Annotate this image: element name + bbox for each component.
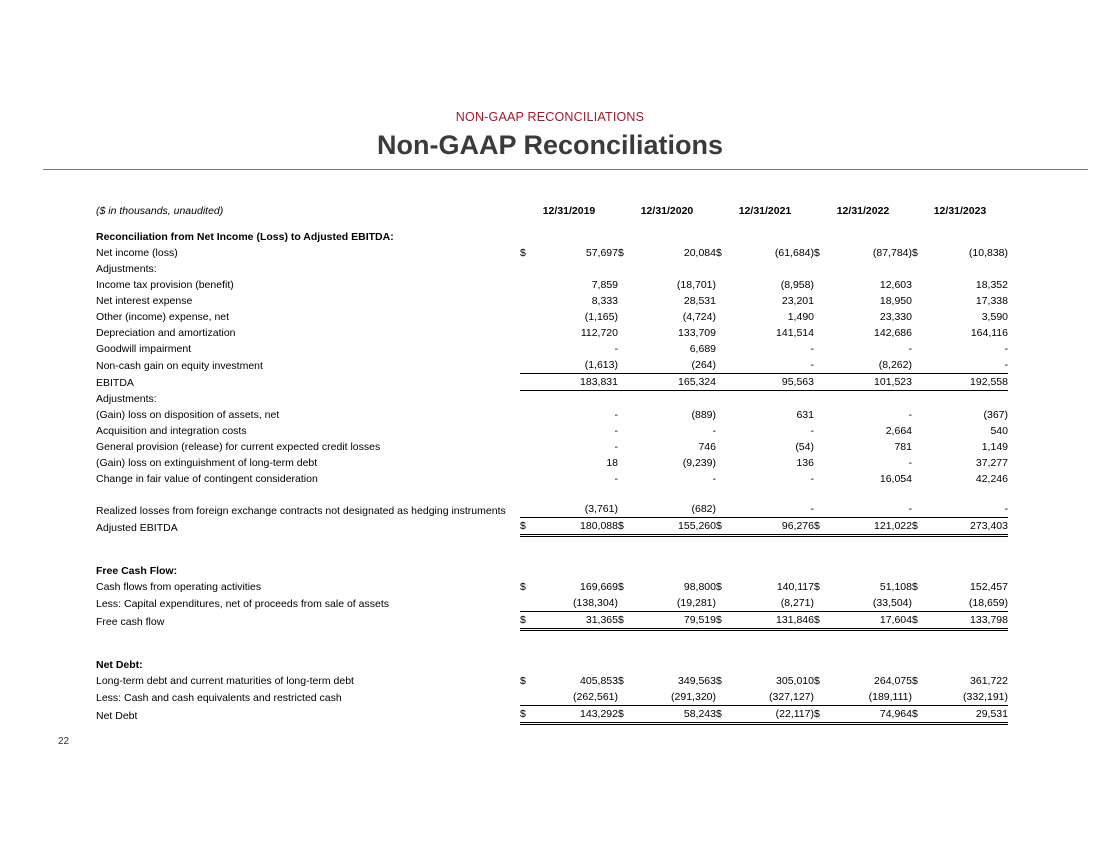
spacer-row xyxy=(96,630,1008,658)
table-row xyxy=(96,374,1008,391)
table-cell: 31,365 xyxy=(534,612,618,630)
table-cell: 74,964 xyxy=(828,706,912,724)
table-cell: (367) xyxy=(983,409,1008,421)
table-header-row xyxy=(96,199,1008,219)
section-heading: Reconciliation from Net Income (Loss) to Adjusted EBITDA: xyxy=(96,231,394,243)
row-label: (Gain) loss on extinguishment of long-term debt xyxy=(96,457,318,469)
table-row xyxy=(96,309,1008,325)
currency-symbol xyxy=(814,309,828,325)
table-cell: 164,116 xyxy=(970,327,1008,339)
currency-symbol xyxy=(814,423,828,439)
row-label: Goodwill impairment xyxy=(96,343,192,355)
currency-symbol xyxy=(520,595,534,612)
currency-symbol xyxy=(814,277,828,293)
table-row xyxy=(96,689,1008,706)
currency-symbol xyxy=(520,293,534,309)
currency-symbol xyxy=(716,374,730,391)
table-cell: 42,246 xyxy=(975,473,1008,485)
currency-symbol xyxy=(912,309,926,325)
currency-symbol xyxy=(912,423,926,439)
table-cell: 183,831 xyxy=(534,374,618,391)
table-row xyxy=(96,455,1008,471)
currency-symbol xyxy=(520,309,534,325)
currency-symbol: $ xyxy=(520,675,526,687)
currency-symbol xyxy=(814,407,828,423)
currency-symbol xyxy=(814,471,828,487)
currency-symbol: $ xyxy=(716,706,730,724)
currency-symbol: $ xyxy=(716,612,730,630)
table-cell: - xyxy=(908,343,912,355)
column-header: 12/31/2019 xyxy=(542,205,596,217)
table-cell: 20,084 xyxy=(683,247,716,259)
table-cell: - xyxy=(908,457,912,469)
currency-symbol: $ xyxy=(814,612,828,630)
currency-symbol xyxy=(912,325,926,341)
currency-symbol xyxy=(716,277,730,293)
currency-symbol xyxy=(912,407,926,423)
currency-symbol xyxy=(814,455,828,471)
currency-symbol xyxy=(814,595,828,612)
table-row xyxy=(96,357,1008,374)
table-cell: - xyxy=(810,343,814,355)
currency-symbol xyxy=(520,374,534,391)
table-cell: 305,010 xyxy=(776,675,814,687)
section-heading-row xyxy=(96,657,1008,673)
table-cell: 133,709 xyxy=(678,327,716,339)
table-cell: 112,720 xyxy=(580,327,618,339)
currency-symbol xyxy=(716,325,730,341)
column-header: 12/31/2020 xyxy=(640,205,694,217)
table-cell: - xyxy=(614,343,618,355)
table-cell: (682) xyxy=(632,487,716,518)
currency-symbol xyxy=(716,439,730,455)
table-cell: 17,338 xyxy=(975,295,1008,307)
currency-symbol: $ xyxy=(520,247,526,259)
currency-symbol xyxy=(814,357,828,374)
row-label: Net income (loss) xyxy=(96,247,178,259)
table-cell: 631 xyxy=(796,409,814,421)
table-cell: - xyxy=(730,487,814,518)
table-cell: 16,054 xyxy=(879,473,912,485)
column-header: 12/31/2021 xyxy=(738,205,792,217)
row-label: Adjustments: xyxy=(96,393,157,405)
currency-symbol xyxy=(912,487,926,518)
table-cell: 540 xyxy=(990,425,1008,437)
currency-symbol xyxy=(814,689,828,706)
currency-symbol: $ xyxy=(716,675,722,687)
table-cell: (262,561) xyxy=(534,689,618,706)
currency-symbol: $ xyxy=(912,247,918,259)
currency-symbol xyxy=(814,487,828,518)
row-label: Free cash flow xyxy=(96,615,165,628)
row-label: Adjusted EBITDA xyxy=(96,521,178,534)
table-cell: - xyxy=(810,425,814,437)
table-cell: 1,490 xyxy=(787,311,814,323)
table-cell: - xyxy=(810,473,814,485)
currency-symbol: $ xyxy=(618,581,624,593)
table-cell: (19,281) xyxy=(632,595,716,612)
table-cell: - xyxy=(908,409,912,421)
currency-symbol xyxy=(618,341,632,357)
row-label: (Gain) loss on disposition of assets, net xyxy=(96,409,280,421)
table-cell: 405,853 xyxy=(580,675,618,687)
row-label: Acquisition and integration costs xyxy=(96,425,247,437)
row-label: Change in fair value of contingent consideration xyxy=(96,473,318,485)
table-cell: 131,846 xyxy=(730,612,814,630)
currency-symbol xyxy=(618,357,632,374)
spacer-row xyxy=(96,536,1008,564)
table-cell: 28,531 xyxy=(683,295,716,307)
table-row xyxy=(96,325,1008,341)
currency-symbol xyxy=(618,439,632,455)
table-row xyxy=(96,277,1008,293)
currency-symbol: $ xyxy=(716,518,730,536)
table-cell: 29,531 xyxy=(926,706,1008,724)
table-cell: (10,838) xyxy=(968,247,1008,259)
table-cell: 18,950 xyxy=(879,295,912,307)
currency-symbol xyxy=(912,439,926,455)
currency-symbol xyxy=(814,325,828,341)
currency-symbol: $ xyxy=(716,581,722,593)
currency-symbol xyxy=(716,595,730,612)
table-cell: 273,403 xyxy=(926,518,1008,536)
spacer-row xyxy=(96,219,1008,229)
currency-symbol: $ xyxy=(814,581,820,593)
table-cell: (327,127) xyxy=(730,689,814,706)
table-row xyxy=(96,293,1008,309)
table-cell: (264) xyxy=(632,357,716,374)
currency-symbol xyxy=(912,471,926,487)
table-row xyxy=(96,407,1008,423)
currency-symbol: $ xyxy=(618,612,632,630)
table-cell: 23,330 xyxy=(879,311,912,323)
table-cell: 121,022 xyxy=(828,518,912,536)
table-cell: 98,800 xyxy=(683,581,716,593)
table-cell: 155,260 xyxy=(632,518,716,536)
unit-note: ($ in thousands, unaudited) xyxy=(96,205,224,217)
currency-symbol xyxy=(716,471,730,487)
table-cell: 143,292 xyxy=(534,706,618,724)
currency-symbol: $ xyxy=(912,581,918,593)
row-label: Less: Capital expenditures, net of proceeds from sale of assets xyxy=(96,597,389,610)
currency-symbol xyxy=(520,423,534,439)
currency-symbol xyxy=(520,439,534,455)
currency-symbol: $ xyxy=(520,581,526,593)
row-label: Cash flows from operating activities xyxy=(96,581,262,593)
table-cell: 18 xyxy=(606,457,618,469)
table-row xyxy=(96,595,1008,612)
currency-symbol: $ xyxy=(520,612,534,630)
table-cell: 1,149 xyxy=(981,441,1008,453)
currency-symbol: $ xyxy=(716,247,722,259)
table-cell: 101,523 xyxy=(828,374,912,391)
total-row xyxy=(96,518,1008,536)
table-cell: - xyxy=(712,473,716,485)
table-cell: - xyxy=(712,425,716,437)
page-number: 22 xyxy=(58,736,70,747)
currency-symbol: $ xyxy=(814,675,820,687)
currency-symbol: $ xyxy=(520,518,534,536)
table-row xyxy=(96,673,1008,689)
currency-symbol: $ xyxy=(912,706,926,724)
page-title: Non-GAAP Reconciliations xyxy=(376,130,724,160)
currency-symbol xyxy=(912,689,926,706)
table-cell: 51,108 xyxy=(879,581,912,593)
currency-symbol: $ xyxy=(520,706,534,724)
currency-symbol xyxy=(716,293,730,309)
table-cell: (87,784) xyxy=(872,247,912,259)
table-row xyxy=(96,341,1008,357)
section-kicker: NON-GAAP RECONCILIATIONS xyxy=(455,110,645,124)
table-cell: 23,201 xyxy=(781,295,814,307)
table-cell: (18,701) xyxy=(676,279,716,291)
currency-symbol: $ xyxy=(618,675,624,687)
table-cell: 136 xyxy=(796,457,814,469)
section-heading: Net Debt: xyxy=(96,659,143,671)
currency-symbol xyxy=(618,407,632,423)
currency-symbol xyxy=(520,407,534,423)
table-cell: (291,320) xyxy=(632,689,716,706)
currency-symbol xyxy=(716,407,730,423)
currency-symbol xyxy=(814,439,828,455)
row-label: Other (income) expense, net xyxy=(96,311,230,323)
row-label: Depreciation and amortization xyxy=(96,327,236,339)
table-cell: (18,659) xyxy=(926,595,1008,612)
currency-symbol xyxy=(716,309,730,325)
currency-symbol: $ xyxy=(618,247,624,259)
table-cell: (1,165) xyxy=(584,311,618,323)
table-cell: - xyxy=(1004,343,1008,355)
currency-symbol xyxy=(618,423,632,439)
table-cell: 361,722 xyxy=(970,675,1008,687)
row-label: Non-cash gain on equity investment xyxy=(96,359,263,372)
currency-symbol xyxy=(912,595,926,612)
table-cell: (8,271) xyxy=(730,595,814,612)
currency-symbol xyxy=(618,595,632,612)
table-cell: 95,563 xyxy=(730,374,814,391)
table-cell: 165,324 xyxy=(632,374,716,391)
table-cell: 6,689 xyxy=(689,343,716,355)
table-cell: 79,519 xyxy=(632,612,716,630)
currency-symbol xyxy=(912,357,926,374)
table-cell: 140,117 xyxy=(776,581,814,593)
currency-symbol xyxy=(716,689,730,706)
table-cell: 142,686 xyxy=(874,327,912,339)
table-cell: (189,111) xyxy=(828,689,912,706)
column-header: 12/31/2022 xyxy=(836,205,890,217)
currency-symbol xyxy=(618,471,632,487)
currency-symbol: $ xyxy=(912,518,926,536)
table-cell: 781 xyxy=(894,441,912,453)
reconciliation-table xyxy=(96,199,1008,725)
table-row xyxy=(96,423,1008,439)
currency-symbol xyxy=(520,487,534,518)
row-label: Realized losses from foreign exchange contracts not designated as hedging instruments xyxy=(96,504,506,517)
currency-symbol xyxy=(618,293,632,309)
table-cell: - xyxy=(730,357,814,374)
table-cell: (332,191) xyxy=(926,689,1008,706)
row-label: Long-term debt and current maturities of long-term debt xyxy=(96,675,354,687)
table-row xyxy=(96,579,1008,595)
table-cell: - xyxy=(828,487,912,518)
table-cell: 17,604 xyxy=(828,612,912,630)
currency-symbol xyxy=(912,341,926,357)
currency-symbol xyxy=(716,423,730,439)
currency-symbol xyxy=(912,455,926,471)
table-cell: (889) xyxy=(691,409,716,421)
table-cell: 37,277 xyxy=(975,457,1008,469)
table-cell: (8,262) xyxy=(828,357,912,374)
row-label: Net interest expense xyxy=(96,295,193,307)
table-cell: - xyxy=(926,357,1008,374)
table-cell: 96,276 xyxy=(730,518,814,536)
section-heading-row xyxy=(96,229,1008,245)
currency-symbol xyxy=(716,341,730,357)
table-cell: 8,333 xyxy=(591,295,618,307)
table-cell: - xyxy=(614,473,618,485)
currency-symbol xyxy=(814,293,828,309)
currency-symbol xyxy=(618,277,632,293)
section-heading-row xyxy=(96,563,1008,579)
total-row xyxy=(96,612,1008,630)
currency-symbol xyxy=(618,455,632,471)
table-cell: 57,697 xyxy=(585,247,618,259)
table-cell: 152,457 xyxy=(970,581,1008,593)
currency-symbol xyxy=(520,277,534,293)
currency-symbol: $ xyxy=(814,518,828,536)
table-cell: (4,724) xyxy=(682,311,716,323)
currency-symbol xyxy=(912,374,926,391)
currency-symbol xyxy=(814,341,828,357)
currency-symbol xyxy=(618,487,632,518)
table-cell: 349,563 xyxy=(678,675,716,687)
table-row xyxy=(96,471,1008,487)
currency-symbol xyxy=(520,341,534,357)
currency-symbol: $ xyxy=(912,675,918,687)
total-row xyxy=(96,706,1008,724)
currency-symbol xyxy=(618,325,632,341)
table-cell: 133,798 xyxy=(926,612,1008,630)
column-header: 12/31/2023 xyxy=(933,205,987,217)
table-row xyxy=(96,245,1008,261)
table-cell: (1,613) xyxy=(534,357,618,374)
table-cell: 141,514 xyxy=(776,327,814,339)
currency-symbol xyxy=(520,325,534,341)
row-label: EBITDA xyxy=(96,376,134,389)
section-heading: Free Cash Flow: xyxy=(96,565,178,577)
currency-symbol xyxy=(618,309,632,325)
table-body xyxy=(96,199,1008,724)
table-cell: 18,352 xyxy=(975,279,1008,291)
row-label: Net Debt xyxy=(96,709,138,722)
table-cell: - xyxy=(614,425,618,437)
table-row xyxy=(96,439,1008,455)
table-cell: 12,603 xyxy=(879,279,912,291)
currency-symbol xyxy=(912,293,926,309)
table-cell: - xyxy=(926,487,1008,518)
currency-symbol xyxy=(912,277,926,293)
currency-symbol: $ xyxy=(814,247,820,259)
table-cell: 180,088 xyxy=(534,518,618,536)
table-cell: - xyxy=(614,441,618,453)
subheading-row xyxy=(96,261,1008,277)
table-cell: 2,664 xyxy=(885,425,912,437)
table-cell: 746 xyxy=(698,441,716,453)
table-cell: (8,958) xyxy=(780,279,814,291)
row-label: Less: Cash and cash equivalents and restricted cash xyxy=(96,691,342,704)
table-cell: 264,075 xyxy=(874,675,912,687)
row-label: Income tax provision (benefit) xyxy=(96,279,234,291)
currency-symbol xyxy=(520,357,534,374)
currency-symbol xyxy=(814,374,828,391)
table-cell: 7,859 xyxy=(591,279,618,291)
currency-symbol xyxy=(618,689,632,706)
table-cell: 192,558 xyxy=(926,374,1008,391)
currency-symbol: $ xyxy=(814,706,828,724)
currency-symbol xyxy=(716,455,730,471)
currency-symbol xyxy=(716,487,730,518)
row-label: General provision (release) for current expected credit losses xyxy=(96,441,381,453)
row-label: Adjustments: xyxy=(96,263,157,275)
table-cell: 169,669 xyxy=(580,581,618,593)
currency-symbol xyxy=(716,357,730,374)
table-cell: (3,761) xyxy=(534,487,618,518)
table-cell: - xyxy=(614,409,618,421)
table-cell: (9,239) xyxy=(682,457,716,469)
table-cell: (61,684) xyxy=(774,247,814,259)
currency-symbol xyxy=(520,689,534,706)
table-cell: 3,590 xyxy=(981,311,1008,323)
currency-symbol xyxy=(618,374,632,391)
table-cell: (22,117) xyxy=(730,706,814,724)
currency-symbol: $ xyxy=(618,706,632,724)
currency-symbol xyxy=(520,471,534,487)
table-cell: 58,243 xyxy=(632,706,716,724)
table-cell: (138,304) xyxy=(534,595,618,612)
table-row xyxy=(96,487,1008,518)
currency-symbol: $ xyxy=(912,612,926,630)
table-cell: (33,504) xyxy=(828,595,912,612)
title-divider xyxy=(43,169,1088,170)
table-cell: (54) xyxy=(795,441,814,453)
currency-symbol xyxy=(520,455,534,471)
currency-symbol: $ xyxy=(618,518,632,536)
subheading-row xyxy=(96,391,1008,408)
